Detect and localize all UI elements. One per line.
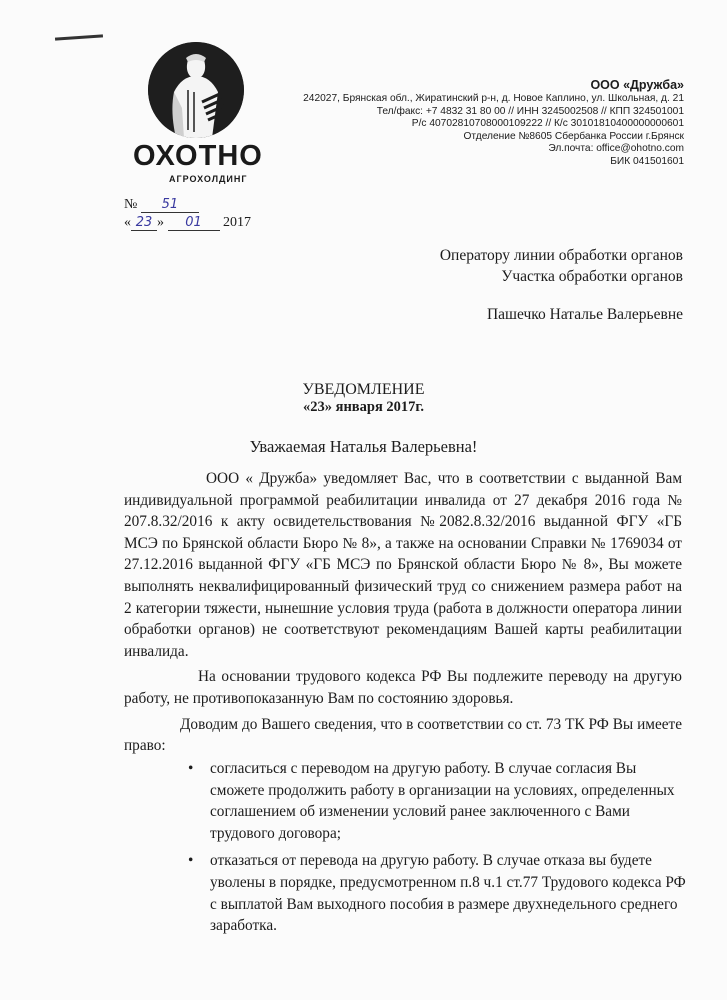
paragraph-rights: Доводим до Вашего сведения, что в соответствии со ст. 73 ТК РФ Вы имеете право: — [124, 715, 682, 755]
company-details — [303, 77, 684, 169]
bullet-icon: • — [188, 852, 194, 870]
outgoing-number-block: № 51 « 23 » 01 2017 — [124, 197, 251, 230]
company-bik: БИК 041501601 — [610, 155, 684, 167]
list-item — [188, 850, 688, 936]
outgoing-number: 51 — [141, 197, 199, 213]
logo-wordmark: ОХОТНО — [133, 140, 263, 172]
document-title: УВЕДОМЛЕНИЕ — [302, 381, 425, 398]
company-phone-inn: Тел/факс: +7 4832 31 80 00 // ИНН 3245002508 // КПП 324501001 — [376, 105, 684, 117]
paragraph-notice: ООО « Дружба» уведомляет Вас, что в соответствии с выданной Вам индивидуальной программой реабилитации инвалида от 27 декабря 2016 года № 207.8.32/2016 к акту освидетельствования №2082.8.32/2016 выданной ФГУ «ГБ МСЭ по Брянской области Бюро № 8», а также на основании Справки № 1769034 от 27.12.2016 выданной ФГУ «ГБ МСЭ по Брянской области Бюро № 8», Вы можете выполнять неквалифицированный физический труд со снижением размера работ на 2 категории тяжести, нынешние условия труда (работа в должности оператора линии обработки органов) не соответствуют рекомендациям Вашей карты реабилитации инвалида. — [124, 470, 682, 660]
date-day: 23 — [131, 215, 157, 231]
addressee-position: Оператору линии обработки органов — [439, 247, 683, 264]
letter-body — [124, 468, 682, 757]
greeting: Уважаемая Наталья Валерьевна! — [249, 437, 478, 456]
document-date-rest: января 2017г. — [331, 399, 424, 415]
company-name: ООО «Дружба» — [590, 78, 684, 92]
addressee-name: Пашечко Наталье Валерьевне — [486, 306, 683, 323]
options-list — [188, 758, 688, 943]
list-item — [188, 758, 688, 844]
company-bank-accounts: Р/с 40702810708000109222 // К/с 30101810400000000601 — [411, 118, 684, 130]
option-refuse: отказаться от перевода на другую работу. В случае отказа вы будете уволены в порядке, предусмотренном п.8 ч.1 ст.77 Трудового кодекса РФ с выплатой Вам выходного пособия в размере двухнедельного среднего заработка. — [210, 852, 686, 935]
addressee-department: Участка обработки органов — [501, 268, 683, 285]
document-date-day: «23» — [302, 399, 332, 415]
date-month: 01 — [168, 215, 220, 231]
bullet-icon: • — [188, 760, 194, 777]
pen-stroke-mark — [55, 34, 103, 40]
company-bank-branch: Отделение №8605 Сбербанка России г.Брянск — [463, 130, 684, 142]
logo-subtitle: АГРОХОЛДИНГ — [169, 174, 248, 184]
company-email: Эл.почта: office@ohotno.com — [548, 143, 684, 155]
paragraph-transfer: На основании трудового кодекса РФ Вы подлежите переводу на другую работу, не противопоказанную Вам по состоянию здоровья. — [124, 668, 682, 707]
company-logo — [133, 42, 263, 184]
document-date — [0, 399, 727, 416]
logo-emblem — [148, 42, 244, 138]
date-year: 2017 — [223, 215, 251, 230]
farmer-figure-icon — [148, 42, 244, 138]
option-agree: согласиться с переводом на другую работу. В случае согласия Вы сможете продолжить работу в организации на условиях, определенных соглашением об изменении условий ранее заключенного с Вами трудового договора; — [210, 760, 675, 842]
number-sign: № — [124, 197, 138, 212]
company-address: 242027, Брянская обл., Жиратинский р-н, д. Новое Каплино, ул. Школьная, д. 21 — [303, 93, 684, 104]
